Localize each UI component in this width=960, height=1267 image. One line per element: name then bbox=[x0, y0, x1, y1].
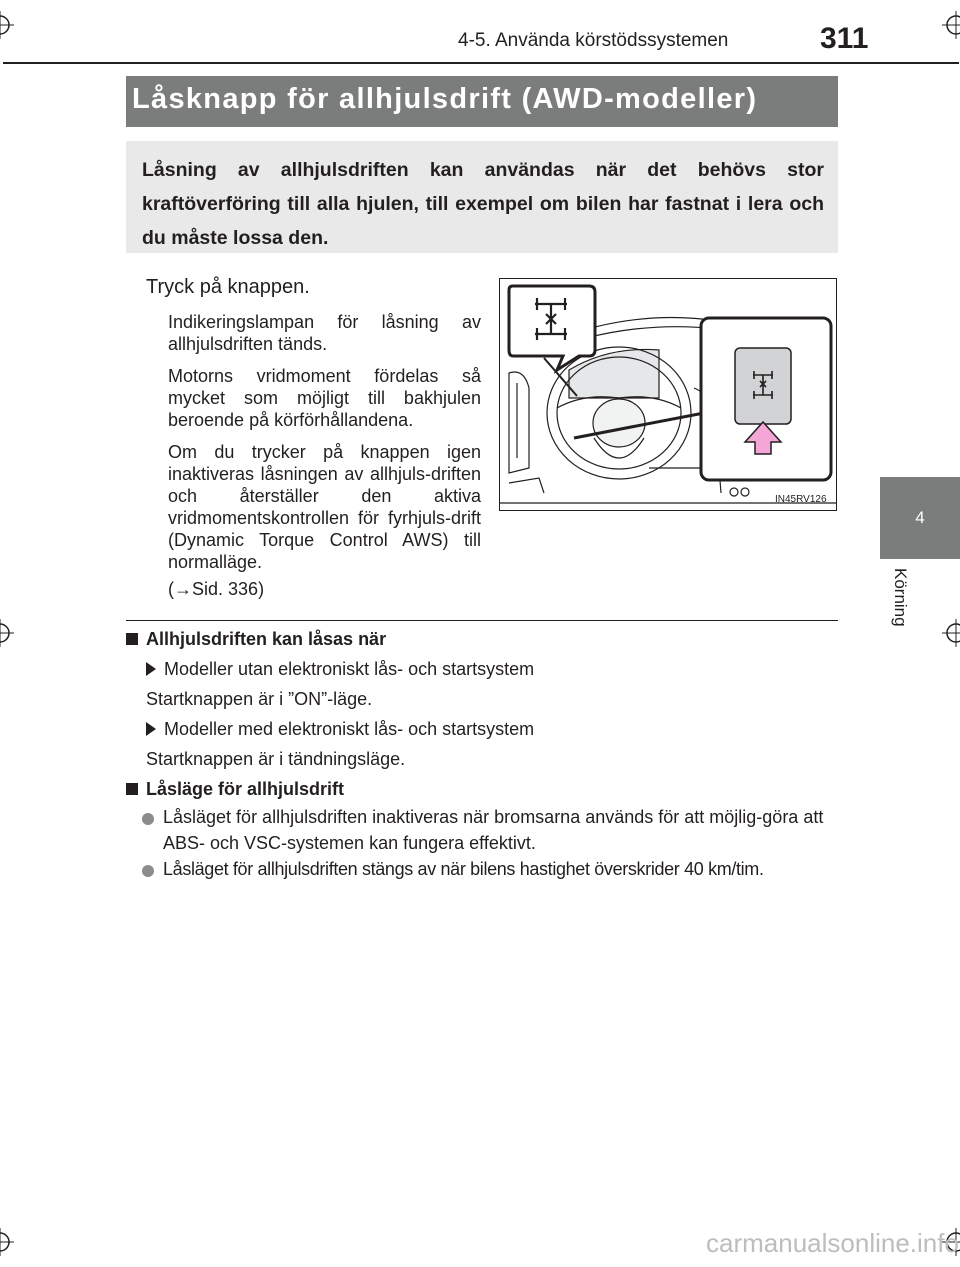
chapter-label: Körning bbox=[891, 568, 910, 627]
note-heading: Allhjulsdriften kan låsas när bbox=[126, 629, 386, 650]
registration-mark-icon bbox=[0, 11, 14, 39]
summary-text: Låsning av allhjulsdriften kan användas när det behövs stor kraftöverföring till alla hjulen, till exempel om bilen har fastnat i lera och du måste lossa den. bbox=[142, 159, 824, 249]
note-bullet: Låsläget för allhjulsdriften inaktiveras när bromsarna används för att möjlig-göra att ABS- och VSC-systemen kan fungera effektivt. bbox=[163, 807, 824, 853]
chapter-tab: 4 bbox=[880, 477, 960, 559]
triangle-bullet-icon bbox=[146, 722, 156, 736]
model-condition: Modeller med elektroniskt lås- och startsystem bbox=[146, 719, 534, 740]
step-detail: Motorns vridmoment fördelas så mycket som möjligt till bakhjulen beroende på körförhållandena. bbox=[168, 366, 481, 430]
section-title: 4-5. Använda körstödssystemen bbox=[458, 30, 729, 51]
step-detail: Indikeringslampan för låsning av allhjulsdriften tänds. bbox=[168, 312, 481, 354]
square-bullet-icon bbox=[126, 783, 138, 795]
note-heading: Låsläge för allhjulsdrift bbox=[126, 779, 344, 800]
registration-mark-icon bbox=[0, 619, 14, 647]
note-bullet: Låsläget för allhjulsdriften stängs av när bilens hastighet överskrider 40 km/tim. bbox=[163, 859, 764, 879]
arrow-icon: → bbox=[174, 579, 192, 599]
registration-mark-icon bbox=[942, 11, 960, 39]
triangle-bullet-icon bbox=[146, 662, 156, 676]
registration-mark-icon bbox=[942, 619, 960, 647]
dashboard-illustration bbox=[499, 278, 837, 511]
page-title: Låsknapp för allhjulsdrift (AWD-modeller) bbox=[132, 83, 758, 115]
model-condition: Modeller utan elektroniskt lås- och startsystem bbox=[146, 659, 534, 680]
bullet-icon bbox=[142, 865, 154, 877]
bullet-icon bbox=[142, 813, 154, 825]
square-bullet-icon bbox=[126, 633, 138, 645]
condition-text: Startknappen är i tändningsläge. bbox=[146, 749, 406, 769]
watermark: carmanualsonline.info bbox=[706, 1228, 959, 1258]
section-divider bbox=[126, 620, 838, 621]
page-reference: (→Sid. 336) bbox=[168, 579, 265, 599]
page-number: 311 bbox=[820, 22, 869, 55]
registration-mark-icon bbox=[0, 1228, 14, 1256]
step-detail: Om du trycker på knappen igen inaktiveras låsningen av allhjuls-driften och återställer den aktiva vridmomentskontrollen för fyrhjuls-drift (Dynamic Torque Control AWS) till normalläge. bbox=[168, 442, 481, 572]
step-instruction: Tryck på knappen. bbox=[146, 276, 310, 298]
condition-text: Startknappen är i ”ON”-läge. bbox=[146, 689, 373, 709]
illustration-code: IN45RV126 bbox=[775, 494, 827, 505]
header-divider bbox=[3, 62, 959, 64]
